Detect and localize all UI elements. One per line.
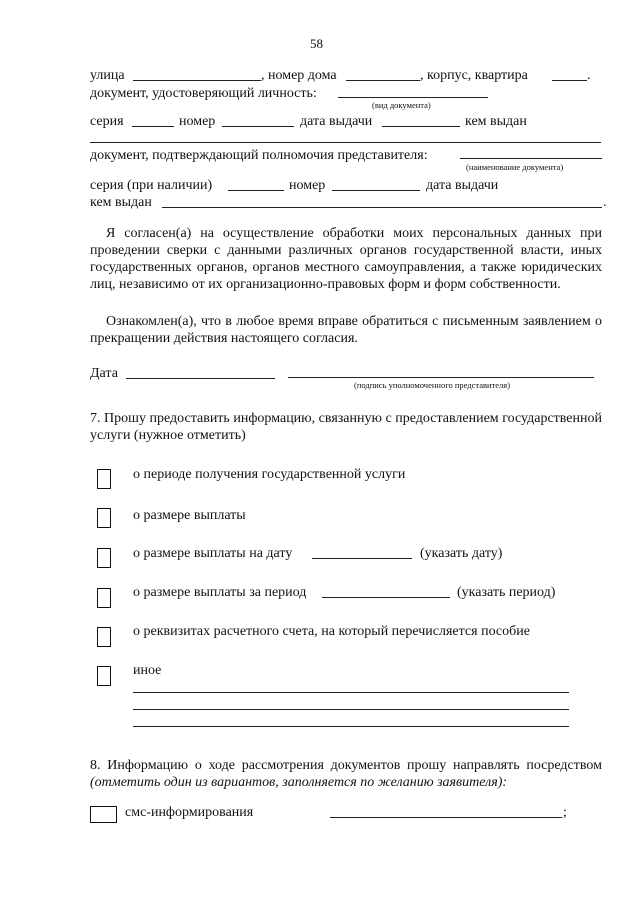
acknowledgement-paragraph: Ознакомлен(а), что в любое время вправе обратиться с письменным заявлением о прекращении действия настоящего согласия.	[90, 314, 602, 346]
date-field[interactable]	[126, 378, 275, 379]
rep-series-label: серия (при наличии)	[90, 178, 213, 193]
rep-number-label: номер	[289, 178, 326, 193]
other-field-line-3[interactable]	[133, 726, 569, 727]
address-dot: .	[587, 68, 591, 83]
option-amount-period-hint: (указать период)	[457, 585, 556, 600]
option-period-label: о периоде получения государственной услуги	[133, 467, 406, 482]
sms-phone-field[interactable]	[330, 817, 562, 818]
page-number: 58	[310, 36, 323, 51]
checkbox-amount-period[interactable]	[97, 588, 111, 608]
rep-issue-date-label: дата выдачи	[426, 178, 499, 193]
consent-paragraph: Я согласен(а) на осуществление обработки моих персональных данных при проведении сверки с данными различных органов государственной власти, иных государственных органов, органов местного самоуправления, а также юридических лиц, независимо от их организационно-правовых форм и форм собственности.	[90, 226, 602, 292]
option-account-label: о реквизитах расчетного счета, на который перечисляется пособие	[133, 624, 530, 639]
rep-series-field[interactable]	[228, 190, 284, 191]
section7-text: 7. Прошу предоставить информацию, связанную с предоставлением государственной услуги (нужное отметить)	[90, 411, 602, 443]
rep-dot: .	[603, 195, 607, 210]
section8-text-hint: (отметить один из вариантов, заполняется по желанию заявителя):	[90, 775, 508, 790]
id-issued-by-label: кем выдан	[465, 114, 527, 129]
sms-semicolon: ;	[563, 805, 567, 820]
section8-text-main: 8. Информацию о ходе рассмотрения документов прошу направлять посредством	[90, 758, 602, 773]
id-series-field[interactable]	[132, 126, 174, 127]
house-label: , номер дома	[261, 68, 337, 83]
id-series-label: серия	[90, 114, 124, 129]
rep-issued-by-label: кем выдан	[90, 195, 152, 210]
house-field[interactable]	[346, 80, 420, 81]
street-field[interactable]	[133, 80, 261, 81]
rep-document-hint: (наименование документа)	[466, 162, 564, 172]
option-amount-date-hint: (указать дату)	[420, 546, 503, 561]
rep-issued-by-field[interactable]	[162, 207, 602, 208]
id-document-hint: (вид документа)	[372, 100, 431, 110]
signature-field[interactable]	[288, 377, 594, 378]
other-field-line-1[interactable]	[133, 692, 569, 693]
id-issue-date-field[interactable]	[382, 126, 460, 127]
checkbox-amount-date[interactable]	[97, 548, 111, 568]
checkbox-sms[interactable]	[90, 806, 117, 823]
id-number-label: номер	[179, 114, 216, 129]
id-document-label: документ, удостоверяющий личность:	[90, 86, 317, 101]
id-issue-date-label: дата выдачи	[300, 114, 373, 129]
checkbox-account[interactable]	[97, 627, 111, 647]
rep-number-field[interactable]	[332, 190, 420, 191]
date-label: Дата	[90, 366, 118, 381]
option-amount-label: о размере выплаты	[133, 508, 246, 523]
sms-label: смс-информирования	[125, 805, 254, 820]
checkbox-other[interactable]	[97, 666, 111, 686]
amount-period-field[interactable]	[322, 597, 450, 598]
other-field-line-2[interactable]	[133, 709, 569, 710]
apartment-field[interactable]	[552, 80, 587, 81]
rep-document-field[interactable]	[460, 158, 602, 159]
option-amount-date-label: о размере выплаты на дату	[133, 546, 293, 561]
id-document-field[interactable]	[338, 97, 488, 98]
option-amount-period-label: о размере выплаты за период	[133, 585, 307, 600]
checkbox-period[interactable]	[97, 469, 111, 489]
id-number-field[interactable]	[222, 126, 294, 127]
section8-text	[90, 757, 602, 791]
street-label: улица	[90, 68, 125, 83]
checkbox-amount[interactable]	[97, 508, 111, 528]
signature-hint: (подпись уполномоченного представителя)	[354, 380, 511, 390]
building-label: , корпус, квартира	[420, 68, 528, 83]
option-other-label: иное	[133, 663, 162, 678]
id-issued-by-field[interactable]	[90, 142, 601, 143]
amount-date-field[interactable]	[312, 558, 412, 559]
rep-document-label: документ, подтверждающий полномочия представителя:	[90, 148, 428, 163]
